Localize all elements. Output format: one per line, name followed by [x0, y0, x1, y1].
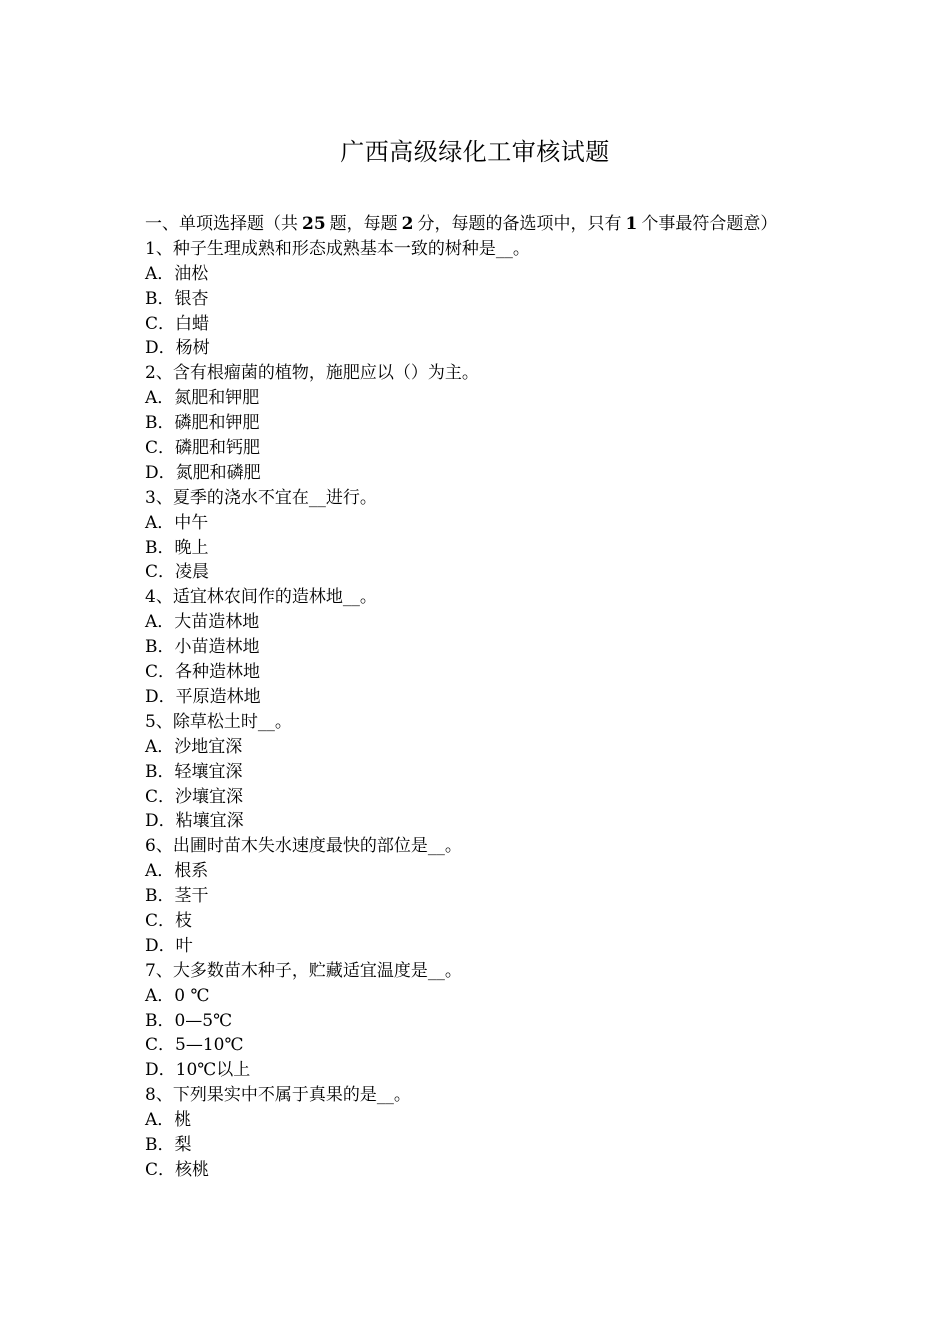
answer-option: B．轻壤宜深 [145, 761, 243, 782]
answer-option: A．油松 [145, 263, 209, 284]
answer-option: D．杨树 [145, 338, 210, 359]
question-stem: 5、除草松土时__。 [145, 711, 292, 732]
answer-option: B．0—5℃ [145, 1010, 233, 1031]
question-stem: 3、夏季的浇水不宜在__进行。 [145, 487, 377, 508]
answer-option: C．沙壤宜深 [145, 786, 244, 807]
correct-count: 1 [625, 214, 638, 234]
answer-option: C．枝 [145, 910, 193, 931]
answer-option: B．磷肥和钾肥 [145, 413, 260, 434]
answer-option: D．平原造林地 [145, 686, 261, 707]
section-heading-text: 题，每题 [329, 214, 398, 234]
section-heading-suffix: 个事最符合题意） [641, 214, 778, 234]
answer-option: B．晚上 [145, 537, 209, 558]
answer-option: C．磷肥和钙肥 [145, 438, 261, 459]
document-body [145, 212, 810, 1183]
answer-option: D．叶 [145, 935, 193, 956]
page-title: 广西高级绿化工审核试题 [340, 138, 610, 166]
answer-option: A．中午 [145, 512, 209, 533]
question-stem: 8、下列果实中不属于真果的是__。 [145, 1085, 411, 1106]
points-per-question: 2 [401, 214, 414, 234]
answer-option: C．白蜡 [145, 313, 210, 334]
answer-option: C．5—10℃ [145, 1035, 244, 1056]
answer-option: D．氮肥和磷肥 [145, 462, 261, 483]
question-stem: 2、含有根瘤菌的植物，施肥应以（）为主。 [145, 363, 479, 384]
answer-option: C．各种造林地 [145, 662, 261, 683]
answer-option: B．小苗造林地 [145, 637, 260, 658]
answer-option: C．核桃 [145, 1159, 210, 1180]
answer-option: A．沙地宜深 [145, 736, 243, 757]
answer-option: A．氮肥和钾肥 [145, 388, 260, 409]
answer-option: B．茎干 [145, 886, 209, 907]
answer-option: D．粘壤宜深 [145, 811, 244, 832]
question-stem: 7、大多数苗木种子，贮藏适宜温度是__。 [145, 960, 462, 981]
answer-option: A．根系 [145, 861, 209, 882]
answer-option: B．银杏 [145, 288, 209, 309]
answer-option: D．10℃以上 [145, 1060, 251, 1081]
question-stem: 6、出圃时苗木失水速度最快的部位是__。 [145, 836, 462, 857]
section-heading-prefix: 一、单项选择题（共 [145, 214, 298, 234]
answer-option: A．大苗造林地 [145, 612, 260, 633]
answer-option: B．梨 [145, 1134, 192, 1155]
answer-option: C．凌晨 [145, 562, 210, 583]
section-heading-text: 分，每题的备选项中，只有 [417, 214, 622, 234]
question-count: 25 [302, 214, 326, 234]
question-list [145, 237, 810, 1183]
answer-option: A．0 ℃ [145, 985, 210, 1006]
answer-option: A．桃 [145, 1110, 192, 1131]
question-stem: 4、适宜林农间作的造林地__。 [145, 587, 377, 608]
section-heading [145, 212, 810, 237]
question-stem: 1、种子生理成熟和形态成熟基本一致的树种是__。 [145, 238, 530, 259]
